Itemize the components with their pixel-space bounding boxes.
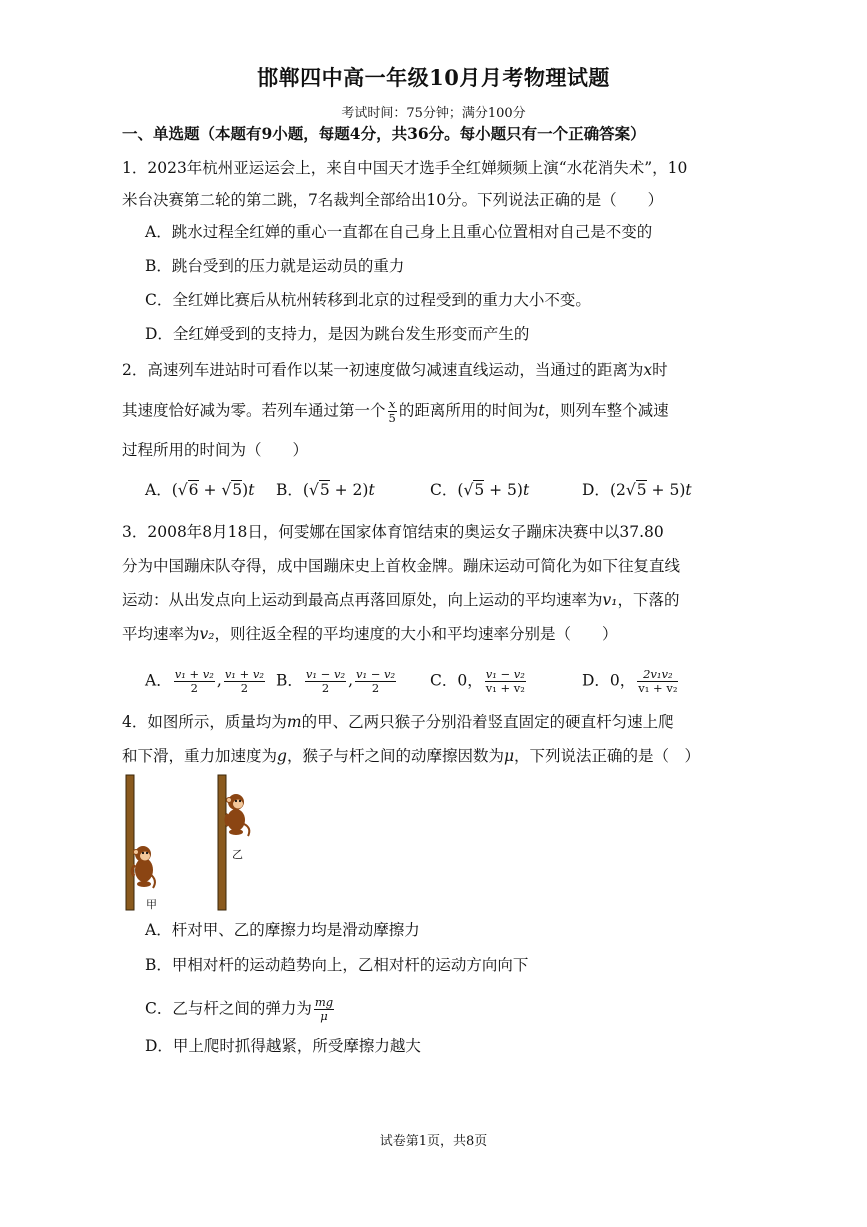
q1-option-b: B．跳台受到的压力就是运动员的重力 [145, 257, 405, 275]
q3-a-frac1 [174, 668, 215, 695]
q3-b-frac2 [355, 668, 396, 695]
q4-line2-text-a: 和下滑，重力加速度为 [122, 747, 278, 765]
q3-a-frac2 [224, 668, 265, 695]
q2-frac-num: x [388, 397, 396, 411]
monkey-yi-icon [226, 794, 249, 836]
q4-line1-text-b: 的甲、乙两只猴子分别沿着竖直固定的硬直杆匀速上爬 [301, 713, 674, 731]
q2-a-pre: ( [171, 481, 178, 499]
q2-a-post: ) [242, 481, 249, 499]
monkey-jia-icon [132, 846, 155, 888]
q3-var-v2: v₂ [199, 625, 215, 643]
monkeys-on-poles-figure [120, 770, 280, 915]
q3-c-frac [485, 668, 526, 695]
q3-stem-line1: 3．2008年8月18日，何雯娜在国家体育馆结束的奥运女子蹦床决赛中以37.80 [122, 523, 664, 541]
q3-b-num1: v₁ − v₂ [305, 667, 346, 681]
q3-line4-text-b: ，则往返全程的平均速度的大小和平均速率分别是（ ） [214, 625, 618, 643]
q2-a-root2: 5 [232, 481, 243, 499]
q3-line4-text-a: 平均速率为 [122, 625, 200, 643]
q2-line1-text-a: 2．高速列车进站时可看作以某一初速度做匀减速直线运动，当通过的距离为 [122, 361, 644, 379]
q3-a-label: A． [145, 671, 172, 690]
q2-c-label: C． [430, 481, 458, 499]
q3-a-den2: 2 [240, 681, 249, 695]
q2-var-x: x [643, 361, 653, 379]
q4-c-num: mg [314, 995, 334, 1009]
q2-d-label: D． [582, 481, 610, 499]
q2-line2-text-b: 的距离所用的时间为 [398, 401, 539, 420]
q3-b-num2: v₁ − v₂ [356, 667, 396, 681]
q4-var-mu: μ [503, 747, 515, 765]
label-yi: 乙 [232, 849, 243, 861]
pole-jia [126, 775, 134, 910]
q2-c-mid: + 5) [484, 481, 523, 499]
page-footer: 试卷第1页，共8页 [379, 1134, 488, 1149]
q3-stem-line3 [122, 590, 680, 610]
q2-d-var: t [685, 481, 692, 499]
pole-yi [218, 775, 226, 910]
q3-a-num2: v₁ + v₂ [224, 667, 264, 681]
q3-b-label: B． [276, 671, 303, 690]
q3-c-num: v₁ − v₂ [485, 667, 525, 681]
q3-option-a: A． $\frac{\text{v₁ + v₂}}{2}$ , $\frac{\text{v₁ + v₂}}{2}$ [145, 667, 264, 695]
q2-stem-line3: 过程所用的时间为（ ） [122, 441, 309, 459]
q4-line2-text-b: ，猴子与杆之间的动摩擦因数为 [286, 747, 504, 765]
q2-b-mid: + 2) [329, 481, 369, 499]
q2-d-mid: + 5) [646, 481, 686, 499]
q3-stem-line4 [122, 624, 618, 644]
exam-title: 邯郸四中高一年级10月月考物理试题 [257, 65, 610, 90]
q1-option-d: D．全红婵受到的支持力，是因为跳台发生形变而产生的 [145, 325, 530, 343]
q2-var-t: t [538, 401, 545, 420]
q3-d-frac [637, 668, 678, 695]
q4-line1-text-a: 4．如图所示，质量均为 [122, 713, 287, 731]
q4-stem-line1 [122, 712, 674, 732]
q3-b-den1: 2 [321, 681, 330, 695]
q4-c-text: C．乙与杆之间的弹力为 [145, 999, 312, 1018]
q2-a-mid: + [198, 481, 222, 499]
q3-var-v1: v₁ [602, 591, 618, 609]
q4-option-b: B．甲相对杆的运动趋势向上，乙相对杆的运动方向向下 [145, 956, 529, 974]
q2-line1-text-b: 时 [652, 361, 668, 379]
q3-d-label: D．0， [582, 671, 636, 690]
q2-line2-text-a: 其速度恰好减为零。若列车通过第一个 [122, 401, 386, 420]
label-jia: 甲 [146, 899, 157, 911]
q2-option-b: B．(√5 + 2)t [276, 481, 375, 499]
q3-stem-line2: 分为中国蹦床队夺得，成中国蹦床史上首枚金牌。蹦床运动可简化为如下往复直线 [122, 557, 681, 575]
q3-a-num1: v₁ + v₂ [174, 667, 214, 681]
q3-line3-text-a: 运动：从出发点向上运动到最高点再落回原处，向上运动的平均速率为 [122, 591, 603, 609]
q2-c-root: 5 [474, 481, 485, 499]
q3-b-den2: 2 [371, 681, 380, 695]
q2-option-d: D．(2√5 + 5)t [582, 481, 692, 499]
q4-option-d: D．甲上爬时抓得越紧，所受摩擦力越大 [145, 1037, 421, 1055]
q4-option-a: A．杆对甲、乙的摩擦力均是滑动摩擦力 [145, 921, 420, 939]
q2-b-label: B． [276, 481, 303, 499]
q3-option-c [430, 668, 528, 695]
q2-b-pre: ( [302, 481, 309, 499]
q2-b-var: t [368, 481, 375, 499]
q2-c-var: t [522, 481, 530, 499]
q2-line2-text-c: ，则列车整个减速 [544, 401, 669, 420]
q1-option-c: C．全红婵比赛后从杭州转移到北京的过程受到的重力大小不变。 [145, 291, 591, 309]
q2-b-root: 5 [319, 481, 330, 499]
q3-b-frac1 [305, 668, 346, 695]
q2-d-root: 5 [636, 481, 647, 499]
q4-c-den: μ [320, 1009, 328, 1023]
q4-var-m: m [286, 713, 302, 731]
q2-a-var: t [248, 481, 255, 499]
q3-a-den1: 2 [190, 681, 198, 695]
q2-stem-line1 [122, 360, 668, 380]
q4-line2-text-c: ，下列说法正确的是（ ） [514, 747, 701, 765]
q2-c-pre: ( [457, 481, 464, 499]
q2-d-pre: (2 [609, 481, 626, 499]
q1-option-a: A．跳水过程全红婵的重心一直都在自己身上且重心位置相对自己是不变的 [145, 223, 653, 241]
q1-stem-line2: 米台决赛第二轮的第二跳，7名裁判全部给出10分。下列说法正确的是（ ） [122, 191, 664, 209]
q3-line3-text-b: ，下落的 [617, 591, 680, 609]
q2-a-root1: 6 [188, 481, 199, 499]
q3-c-label: C．0， [430, 671, 483, 690]
q4-var-g: g [277, 747, 287, 765]
q2-stem-line2 [122, 398, 669, 425]
q2-option-c: C．(√5 + 5)t [430, 481, 530, 499]
q3-d-den: v₁ + v₂ [638, 681, 678, 695]
q3-option-b: B． $\frac{\text{v₁ − v₂}}{2}$ , $\frac{\text{v₁ − v₂}}{2}$ [276, 667, 396, 695]
q3-option-d [582, 668, 680, 695]
q1-stem-line1: 1．2023年杭州亚运运会上，来自中国天才选手全红婵频频上演“水花消失术”，10 [122, 159, 688, 177]
q2-fraction-x-over-5 [388, 398, 397, 425]
q3-c-den: v₁ + v₂ [485, 681, 525, 695]
q2-a-label: A． [145, 481, 172, 499]
q2-frac-den: 5 [388, 411, 396, 425]
q4-c-frac [314, 996, 334, 1023]
q4-stem-line2 [122, 746, 700, 766]
q4-option-c [145, 996, 336, 1023]
q3-d-num: 2v₁v₂ [637, 668, 678, 682]
section-heading: 一、单选题（本题有9小题，每题4分，共36分。每小题只有一个正确答案） [122, 124, 646, 143]
exam-subtitle: 考试时间：75分钟；满分100分 [341, 106, 526, 121]
q2-option-a: A．(√6 + √5)t [145, 481, 255, 499]
